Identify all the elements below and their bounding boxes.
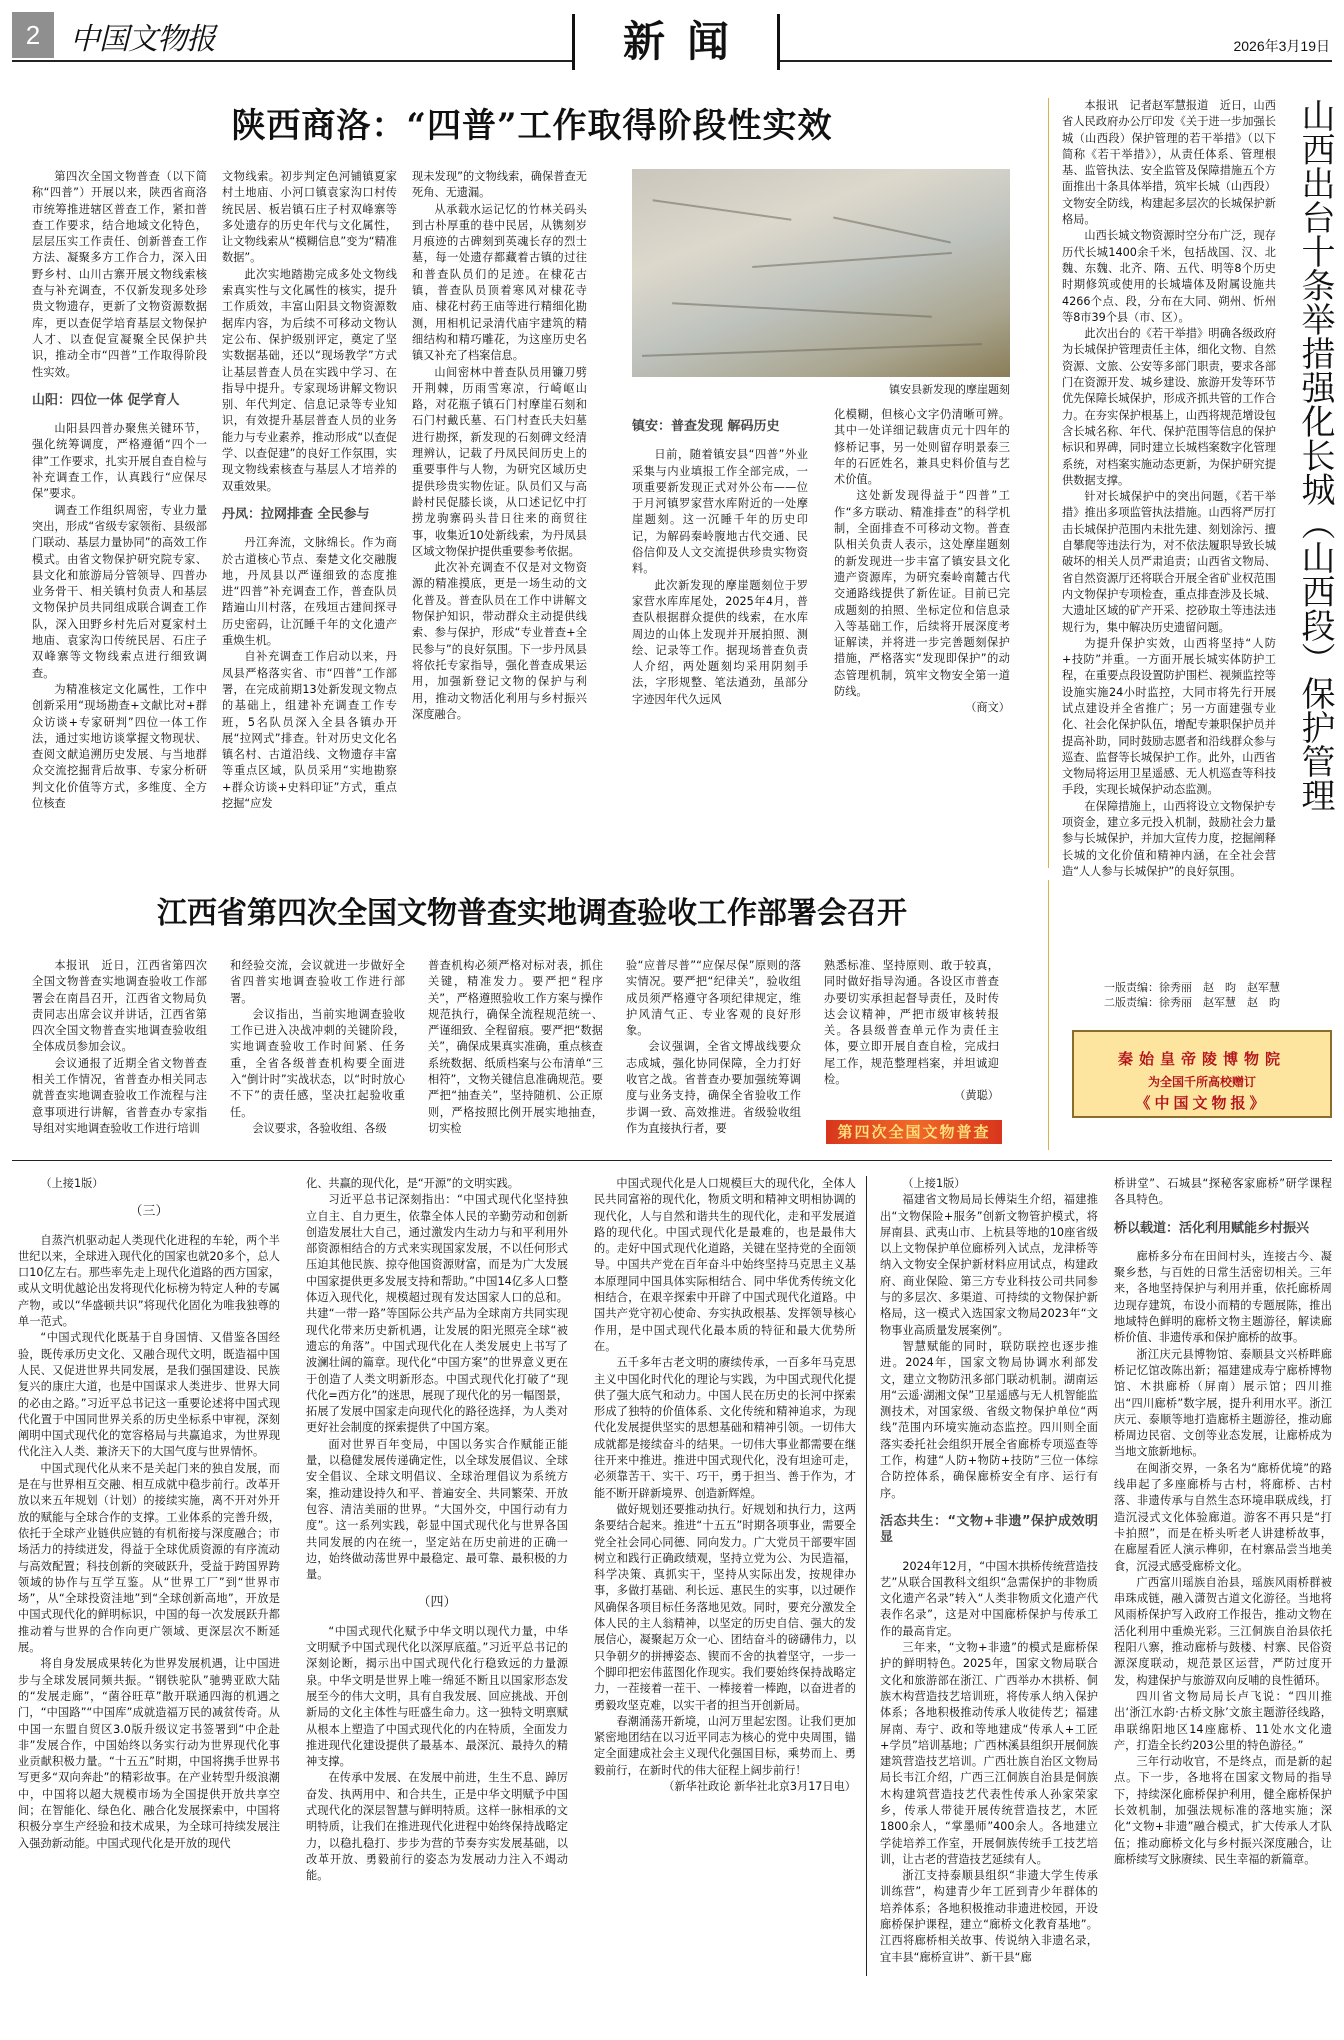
article-column	[412, 169, 587, 723]
paragraph: 做好规划还要推动执行。好规划和执行力，这两条要结合起来。推进“十五五”时期各项事业，需要全党全社会同心同德、同向发力。广大党员干部要牢固树立和践行正确政绩观，坚持立党为公、为民造福，科学决策、真抓实干，坚持从实际出发，按规律办事，多做打基础、利长远、惠民生的实事，以过硬作风确保各项目标任务落地见效。同时，要充分激发全体人民的主人翁精神，以坚定的历史自信、强大的发展信心，凝聚起万众一心、团结奋斗的磅礴伟力，以只争朝夕的拼搏姿态、锲而不舍的执着坚守，一步一个脚印把宏伟蓝图化作现实。我们要始终保持战略定力，一茬接着一茬干、一棒接着一棒跑，以奋进者的勇毅攻坚克难，以实干者的担当开创新局。	[594, 1502, 856, 1712]
paragraph: 四川省文物局局长卢飞说：“四川推出‘浙江水韵·古桥文脉’文旅主题游径线路，串联绵阳地区14座廊桥、11处水文化遗产，打造全长约203公里的特色游径。”	[1114, 1689, 1332, 1752]
article-column	[230, 958, 405, 1137]
paragraph: 调查工作组织周密，专业力量突出，形成“省级专家领衔、县级部门联动、基层力量协同”的高效工作模式。由省文物保护研究院专家、县文化和旅游局分管领导、四普办业务骨干、相关镇村负责人和基层文物保护员共同组成联合调查工作队，深入田野乡村先后对夏家村土地庙、袁家沟口传统民居、石庄子双峰寨等文物线索点进行细致调查。	[32, 503, 207, 680]
column-divider	[1048, 98, 1049, 868]
column-divider	[1048, 880, 1049, 1150]
paragraph: 浙江支持泰顺县组织“非遗大学生传承训练营”，构建青少年工匠到青少年群体的培养体系；各地积极推动非遗进校园，开设廊桥保护课程，建立“廊桥文化教育基地”。江西将廊桥相关故事、传说纳入非遗名录，宜丰县“廊桥宣讲”、新干县“廊	[880, 1869, 1098, 1964]
article-jiangxi-meeting	[32, 888, 1032, 1148]
article-column	[824, 958, 999, 1105]
article-headline: 陕西商洛：“四普”工作取得阶段性实效	[231, 106, 833, 146]
byline: （新华社政论 新华社北京3月17日电）	[663, 1779, 856, 1793]
paragraph-continued: 化、共赢的现代化，是“开源”的文明实践。	[306, 1177, 519, 1190]
article-column	[834, 407, 1010, 717]
paragraph-continued: 和经验交流，会议就进一步做好全省四普实地调查验收工作进行部署。	[230, 959, 405, 1005]
issue-date: 2026年3月19日	[1233, 38, 1330, 54]
photo-caption: 镇安县新发现的摩崖题刻	[889, 383, 1010, 396]
paragraph: 第四次全国文物普查（以下简称“四普”）开展以来，陕西省商洛市统筹推进辖区普查工作，紧扣普查工作要求，结合地域文化特色，层层压实工作责任、创新普查工作方法、凝聚多方工作合力，深入田野乡村、山川古寨开展文物线索核查与补充调查，不仅新发现多处珍贵文物遗存，更新了文物资源数据库，更以查促学培育基层文物保护人才、以查促宣凝聚全民保护共识，推动全市“四普”工作取得阶段性实效。	[32, 170, 207, 379]
subheading: 活态共生：“文物+非遗”保护成效明显	[880, 1513, 1098, 1546]
vertical-headline: 山西出台十条举措强化长城（山西段）保护管理	[1295, 98, 1335, 812]
paragraph: 此次出台的《若干举措》明确各级政府为长城保护管理责任主体，细化文物、自然资源、文旅、公安等多部门职责，要求各部门在资源开发、城乡建设、旅游开发等环节优先保障长城保护，形成齐抓共管的工作合力。在夯实保护根基上，山西将规范增设包含长城名称、年代、保护范围等信息的保护标识和界碑，同时建立长城档案数字化管理系统，对档案实施动态更新，为保护研究提供数据支撑。	[1062, 327, 1276, 487]
paragraph: 在保障措施上，山西将设立文物保护专项资金，建立多元投入机制，鼓励社会力量参与长城保护，并加大宣传力度，挖掘阐释长城的文化价值和精神内涵，在全社会营造“人人参与长城保护”的良好氛围。	[1062, 799, 1276, 878]
masthead-rule-left	[12, 60, 572, 62]
continued-note: （上接1版）	[40, 1177, 104, 1190]
paragraph: 习近平总书记深刻指出：“中国式现代化坚持独立自主、自力更生，依靠全体人民的辛勤劳动和创新创造发展壮大自己，通过激发内生动力与和平利用外部资源相结合的方式来实现国家发展，不以任何形式压迫其他民族、掠夺他国资源财富，而是为广大发展中国家提供更多发展支持和帮助。”中国14亿多人口整体迈入现代化，规模超过现有发达国家人口的总和。共建“一带一路”等国际公共产品为全球南方共同实现现代化带来历史新机遇，让发展的阳光照亮全球“被遗忘的角落”。中国式现代化在人类发展史上书写了波澜壮阔的篇章。现代化“中国方案”的世界意义更在于创造了人类文明新形态。中国式现代化打破了“现代化=西方化”的迷思，展现了现代化的另一幅图景，拓展了发展中国家走向现代化的路径选择，为人类对更好社会制度的探索提供了中国方案。	[306, 1193, 568, 1435]
paragraph: 从承载水运记忆的竹林关码头到古朴厚重的巷中民居，从镌刻岁月痕迹的古碑刻到英魂长存的烈士墓，每一处遗存都藏着古镇的过往和普查队员们的足迹。在棣花古镇，普查队员顶着寒风对棣花寺庙、棣花村药王庙等进行精细化勘测，用相机记录清代庙宇建筑的精细结构和精巧雕花，为这座历史名镇又补充了档案信息。	[412, 202, 587, 363]
paragraph-continued: 验“应普尽普”“应保尽保”原则的落实情况。要严把“纪律关”，验收组成员须严格遵守各项纪律规定，维护风清气正、专业客观的良好形象。	[626, 959, 801, 1038]
paragraph: 2024年12月，“中国木拱桥传统营造技艺”从联合国教科文组织“急需保护的非物质文化遗产名录”转入“人类非物质文化遗产代表作名录”，这是对中国廊桥保护与传承工作的最高肯定。	[880, 1559, 1098, 1638]
editors-credit	[1104, 980, 1280, 1010]
paragraph: 在闽浙交界，一条名为“廊桥优境”的路线串起了多座廊桥与古村，将廊桥、古村落、非遗传承与自然生态环境串联成线，打造沉浸式文化体验廊道。游客不再只是“打卡拍照”，而是在桥头听老人讲建桥故事，在廊屋看匠人演示榫卯，在村寨品尝当地美食，沉浸式感受廊桥文化。	[1114, 1461, 1332, 1573]
subheading: 桥以载道：活化利用赋能乡村振兴	[1114, 1220, 1310, 1236]
paragraph: 会议通报了近期全省文物普查相关工作情况，省普查办相关同志就普查实地调查验收工作流程与注意事项进行讲解，省普查办专家指导组对实地调查验收工作进行培训	[32, 1056, 207, 1135]
paragraph: 为精准核定文化属性，工作中创新采用“现场勘查+文献比对+群众访谈+专家研判”四位一体工作法，通过实地访谈掌握文物现状、查阅文献追溯历史发展、与当地群众交流挖掘背后故事、专家分析研判文化价值等方式，多维度、全方位核查	[32, 682, 207, 810]
byline: （黄聪）	[954, 1089, 999, 1103]
article-column	[594, 1176, 856, 1795]
article-covered-bridges	[880, 1176, 1332, 2026]
article-shaanxi-shangluo	[32, 98, 1032, 858]
paragraph: 在传承中发展、在发展中前进，生生不息、踔厉奋发、执两用中、和合共生，正是中华文明赋予中国式现代化的深层智慧与鲜明特质。这样一脉相承的文明特质，让我们在推进现代化进程中始终保持战略定力，以稳扎稳打、步步为营的节奏夯实发展基础，以改革开放、勇毅前行的姿态为发展动力注入不竭动能。	[306, 1771, 568, 1883]
paragraph: 本报讯 近日，江西省第四次全国文物普查实地调查验收工作部署会在南昌召开，江西省文物局负责同志出席会议并讲话，江西省第四次全国文物普查实地调查验收组全体成员参加会议。	[32, 959, 207, 1054]
paragraph: 为提升保护实效，山西将坚持“人防+技防”并重。一方面开展长城实体防护工程，在重要点段设置防护围栏、视频监控等设施实施24小时监控，大同市将先行开展试点建设并全省推广；另一方面建强专业化、社会化保护队伍，增配专兼职保护员并提高补助，同时鼓励志愿者和沿线群众参与巡查、监督等长城保护工作。此外，山西省文物局将运用卫星遥感、无人机巡查等科技手段，实现长城保护动态监测。	[1062, 636, 1276, 797]
masthead	[0, 0, 1344, 70]
paragraph: “中国式现代化既基于自身国情、又借鉴各国经验，既传承历史文化、又融合现代文明，既造福中国人民、又促进世界共同发展，是我们强国建设、民族复兴的康庄大道，也是中国谋求人类进步、世界大同的必由之路。”习近平总书记这一重要论述将中国式现代化置于中国同世界关系的历史坐标系中审视，深刻阐明中国式现代化的宽容格局与共赢追求，为世界现代化注入人类、兼济天下的大国气度与世界情怀。	[18, 1331, 280, 1459]
paragraph: 针对长城保护中的突出问题，《若干举措》推出多项监管执法措施。山西将严厉打击长城保护范围内未批先建、刻划涂污、擅自攀爬等违法行为，对不依法履职导致长城破坏的相关人员严肃追责；山西省文物局、省自然资源厅还将联合开展全省矿业权范围内文物保护专项检查，重点排查涉及长城、大遗址区域的矿产开采、挖砂取土等违法违规行为，集中解决历史遗留问题。	[1062, 490, 1276, 634]
paragraph: 这处新发现得益于“四普”工作“多方联动、精准排查”的科学机制，全面排查不可移动文物。普查队相关负责人表示，这处摩崖题刻的新发现进一步丰富了镇安县文化遗产资源库，为研究秦岭南麓古代交通路线提供了新佐证。目前已完成题刻的拍照、坐标定位和信息录入等基础工作，后续将开展深度考证解读，并将进一步完善题刻保护措施，严格落实“发现即保护”的动态管理机制，筑牢文物安全第一道防线。	[834, 489, 1010, 699]
paragraph: 此次补充调查不仅是对文物资源的精准摸底，更是一场生动的文化普及。普查队员在工作中讲解文物保护知识，带动群众主动提供线索、参与保护，形成“专业普查+全民参与”的良好氛围。下一步丹凤县将依托专家指导，强化普查成果运用，加强新登记文物的保护与利用，推动文物活化利用与乡村振兴深度融合。	[412, 561, 587, 721]
page-number: 2	[12, 12, 54, 58]
section-title: 新闻	[622, 17, 751, 66]
paragraph: 面对世界百年变局，中国以务实合作赋能正能量，以稳健发展传递确定性，以全球发展倡议、全球安全倡议、全球文明倡议、全球治理倡议为系统方案，推动建设持久和平、普遍安全、共同繁荣、开放包容、清洁美丽的世界。“大国外交，中国行动有力度”。这一系列实践，彰显中国式现代化与世界各国共同发展的内在统一，坚定站在历史前进的正确一边，始终做动荡世界中最稳定、最可靠、最积极的力量。	[306, 1437, 568, 1582]
paragraph: 会议指出，当前实地调查验收工作已进入决战冲刺的关键阶段，实地调查验收工作时间紧、任务重，全省各级普查机构要全面进入“倒计时”实战状态，以“时时放心不下”的责任感，坚决扛起验收重任。	[230, 1007, 405, 1119]
article-column	[18, 1176, 280, 1852]
article-column	[632, 407, 808, 708]
masthead-rule-right	[780, 60, 1332, 62]
paragraph: 本报讯 记者赵军慧报道 近日，山西省人民政府办公厅印发《关于进一步加强长城（山西段）保护管理的若干举措》（以下简称《若干举措》），从责任体系、管理根基、监管执法、安全监管及保障措施五个方面推出十条具体举措，筑牢长城（山西段）文物安全防线，构建起多层次的长城保护新格局。	[1062, 99, 1276, 227]
article-column	[32, 169, 207, 812]
article-column	[222, 169, 397, 812]
continued-note: （上接1版）	[902, 1177, 966, 1190]
article-column	[880, 1176, 1098, 1966]
article-column	[32, 958, 207, 1137]
byline: （商文）	[965, 701, 1010, 715]
paragraph: 此次实地踏勘完成多处文物线索真实性与文化属性的核实，提升工作质效，丰富山阳县文物资源数据库内容，为后续不可移动文物认定公布、保护级别评定，奠定了坚实数据基础，还以“现场教学”方式让基层普查人员在实践中学习、在指导中提升。专家现场讲解文物识别、年代判定、信息记录等专业知识，有效提升基层普查人员的业务能力与专业素养，推动形成“以查促学、以查促建”的良好工作氛围，实现文物线索核查与基层人才培养的双重效果。	[222, 267, 397, 493]
section-numeral: （三）	[129, 1204, 169, 1220]
editor-line: 一版责编：徐秀丽 赵 昀 赵军慧	[1104, 981, 1280, 994]
article-column	[306, 1176, 568, 1884]
paragraph: 浙江庆元县博物馆、泰顺县文兴桥畔廊桥记忆馆改陈出新；福建建成寿宁廊桥博物馆、木拱廊桥（屏南）展示馆；四川推出“四川廊桥”数字展，提升利用水平。浙江庆元、泰顺等地打造廊桥主题游径，推动廊桥周边民宿、文创等业态发展，让廊桥成为当地文旅新地标。	[1114, 1347, 1332, 1459]
paragraph: 中国式现代化从来不是关起门来的独自发展，而是在与世界相互交融、相互成就中稳步前行。改革开放以来五年规划（计划）的接续实施，离不开对外开放的赋能与全球合作的支撑。工业体系的完善升级，依托于全球产业链供应链的有机衔接与深度融合；市场活力的持续迸发，得益于全球优质资源的有序流动与高效配置；科技创新的突破跃升，受益于跨国界跨领域的协作与互学互鉴。从“世界工厂”到“世界市场”，从“全球投资洼地”到“全球创新高地”，开放是中国式现代化的鲜明标识，中国的每一次发展跃升都推动着与世界的合作向更广领域、更深层次不断延展。	[18, 1461, 280, 1655]
paragraph: 山西长城文物资源时空分布广泛，现存历代长城1400余千米，包括战国、汉、北魏、东魏、北齐、隋、五代、明等8个历史时期修筑或使用的长城墙体及附属设施共4266个点、段，分布在大同、朔州、忻州等8市39个县（市、区）。	[1062, 229, 1276, 324]
paragraph-continued: 现未发现”的文物线索，确保普查无死角、无遗漏。	[412, 170, 587, 200]
paragraph: 将自身发展成果转化为世界发展机遇，让中国进步与全球发展同频共振。“钢铁驼队”驰骋亚欧大陆的“发展走廊”，“菌谷旺草”散开联通四海的机遇之门，“中国路”“中国库”成就造福万民的减贫传奇。从中国一东盟自贸区3.0版升级议定书签署到“中企赴非”发展合作，中国始终以务实行动为世界现代化事业贡献积极力量。“十五五”时期，中国将携手世界书写更多“双向奔赴”的精彩故事。在产业转型升级浪潮中，中国将以超大规模市场为全国提供开放共享空间；在智能化、绿色化、融合化发展探索中，中国将积极分享生产经验和技术成果，为全球可持续发展注入强劲新动能。中国式现代化是开放的现代	[18, 1657, 280, 1850]
column-divider	[866, 1176, 867, 1976]
paragraph: 春潮涌荡开新境，山河万里起宏图。让我们更加紧密地团结在以习近平同志为核心的党中央周围，锚定全面建成社会主义现代化强国目标，乘势而上、勇毅前行，在新时代的伟大征程上阔步前行！	[594, 1714, 856, 1777]
section-divider	[12, 1160, 1332, 1161]
article-shanxi-great-wall	[1062, 98, 1335, 878]
sidebar-article-body	[1062, 98, 1276, 880]
paragraph-continued: 文物线索。初步判定色河铺镇夏家村土地庙、小河口镇袁家沟口村传统民居、板岩镇石庄子村双峰寨等多处遗存的历史年代与文化属性，让文物线索从“模糊信息”变为“精准数据”。	[222, 170, 397, 265]
paragraph-continued: 熟悉标准、坚持原则、敢于较真，同时做好指导沟通。各设区市普查办要切实承担起督导责任，及时传达会议精神，严把市级审核转报关。各县级普查单元作为责任主体，要立即开展自查自检，完成扫尾工作，规范整理档案，并坦诚迎检。	[824, 959, 999, 1087]
paragraph: 五千多年古老文明的赓续传承，一百多年马克思主义中国化时代化的理论与实践，为中国式现代化提供了强大底气和动力。中国人民在历史的长河中探索形成了独特的价值体系、文化传统和精神追求，为现代化发展提供坚实的思想基础和精神引领。一切伟大成就都是接续奋斗的结果。一切伟大事业都需要在继往开来中推进。推进中国式现代化，没有坦途可走，必须靠苦干、实干、巧干，勇于担当、善于作为，才能不断开辟新境界、创造新辉煌。	[594, 1356, 856, 1500]
paragraph: 三年来，“文物+非遗”的模式是廊桥保护的鲜明特色。2025年，国家文物局联合文化和旅游部在浙江、广西举办木拱桥、侗族木构营造技艺培训班，将传承人纳入保护体系；各地积极推动传承人收徒传艺；福建屏南、寿宁、政和等地建成“传承人+工匠+学员”培训基地；广西林溪县组织开展侗族建筑营造技艺培训。广西壮族自治区文物局局长韦江介绍，广西三江侗族自治县是侗族木构建筑营造技艺代表性传承人孙家荣家乡，传承人带徒开展传统营造技艺，木匠1800余人，“掌墨师”400余人。各地建立学徒培养工作室，开展侗族传统手工技艺培训，让古老的营造技艺延续有人。	[880, 1641, 1098, 1866]
paragraph: 廊桥多分布在田间村头，连接古今、凝聚乡愁，与百姓的日常生活密切相关。三年来，各地坚持保护与利用并重，依托廊桥周边现存建筑，布设小而精的专题展陈，推出地域特色鲜明的廊桥文物主题游径，解读廊桥价值、非遗传承和保护廊桥的故事。	[1114, 1249, 1332, 1345]
subheading: 镇安：普查发现 解码历史	[632, 419, 780, 434]
paragraph: 福建省文物局局长傅柒生介绍，福建推出“文物保险+服务”创新文物管护模式，将屏南县、武夷山市、上杭县等地的10座省级以上文物保护单位廊桥列入试点，龙津桥等纳入文物安全保护新材料应用试点，构建政府、商业保险、第三方专业科技公司共同参与的多层次、多渠道、可持续的文物保护新格局，这一模式入选国家文物局2023年“文物事业高质量发展案例”。	[880, 1193, 1098, 1337]
census-tag-banner: 第四次全国文物普查	[826, 1120, 1002, 1144]
paragraph: 此次新发现的摩崖题刻位于罗家营水库库尾处，2025年4月，普查队根据群众提供的线索，在水库周边的山体上发现并开展拍照、测绘、记录等工作。据现场普查负责人介绍，两处题刻均采用阴刻手法，字形规整、笔法遒劲，虽部分字迹因年代久远风	[632, 578, 808, 706]
paragraph: 智慧赋能的同时，联防联控也逐步推进。2024年，国家文物局协调水利部发文，建立文物防汛多部门联动机制。湖南运用“云遥·湖湘文保”卫星遥感与无人机智能监测技术，对国家级、省级文物保护单位“两线”范围内环境实施动态监控。四川则全面落实委托社会组织开展全省廊桥专项巡查等工作，构建“人防+物防+技防”三位一体综合防控体系，确保廊桥安全有序、运行有序。	[880, 1339, 1098, 1500]
cliff-inscription-photo	[632, 169, 1010, 377]
article-column	[626, 958, 801, 1137]
paragraph: 会议要求，各验收组、各级	[252, 1121, 387, 1135]
paragraph-continued: 化模糊，但核心文字仍清晰可辨。其中一处详细记载唐贞元十四年的修桥记事，另一处则留存明景泰三年的石匠姓名，兼具史料价值与艺术价值。	[834, 408, 1010, 487]
paragraph-continued: 桥讲堂”、石城县“探秘客家廊桥”研学课程各具特色。	[1114, 1177, 1332, 1207]
paragraph: 丹江奔流，文脉绵长。作为商於古道核心节点、秦楚文化交融腹地，丹凤县以严谨细致的态度推进“四普”补充调查工作，普查队员踏遍山川村落，在残垣古建间探寻历史密码，让沉睡千年的文化遗产重焕生机。	[222, 536, 397, 648]
paragraph-continued: 普查机构必须严格对标对表，抓住关键，精准发力。要严把“程序关”，严格遵照验收工作方案与操作规范执行，确保全流程规范统一、严谨细致、全程留痕。要严把“数据关”，确保成果真实准确，重点核查系统数据、纸质档案与公布清单“三相符”，文物关键信息准确规范。要严把“抽查关”，坚持随机、公正原则，严格按照比例开展实地抽查，切实检	[428, 959, 603, 1135]
section-numeral: （四）	[417, 1595, 457, 1611]
paragraph: 三年行动收官，不是终点，而是新的起点。下一步，各地将在国家文物局的指导下，持续深化廊桥保护利用，健全廊桥保护长效机制，加强法规标准的落地实施；深化“文物+非遗”融合模式，扩大传承人才队伍；推动廊桥文化与乡村振兴深度融合，让廊桥续写文脉赓续、民生幸福的新篇章。	[1114, 1755, 1332, 1866]
paragraph: “中国式现代化赋予中华文明以现代力量，中华文明赋予中国式现代化以深厚底蕴。”习近平总书记的深刻论断，揭示出中国式现代化行稳致远的力量源泉。中华文明是世界上唯一绵延不断且以国家形态发展至今的伟大文明，具有自我发展、回应挑战、开创新局的文化主体性与旺盛生命力。这一独特文明禀赋从根本上塑造了中国式现代化的内在特质，全面发力推进现代化建设提供了最基本、最深沉、最持久的精神支撑。	[306, 1624, 568, 1769]
paragraph: 山阳县四普办聚焦关键环节，强化统筹调度，严格遵循“四个一律”工作要求，扎实开展自查自检与补充调查工作，认真践行“应保尽保”要求。	[32, 422, 207, 501]
subheading: 山阳：四位一体 促学育人	[32, 392, 180, 408]
paragraph: 自蒸汽机驱动起人类现代化进程的车轮，两个半世纪以来，全球进入现代化的国家也就20多个，总人口10亿左右。那些率先走上现代化道路的西方国家，或从文明优越论出发将现代化标榜为特定人种的专属产物，或以“华盛顿共识”将现代化固化为唯我独尊的单一范式。	[18, 1233, 280, 1329]
subheading: 丹凤：拉网排查 全民参与	[222, 506, 370, 522]
ad-line: 《中国文物报》	[1135, 1094, 1269, 1112]
paragraph: 日前，随着镇安县“四普”外业采集与内业填报工作全部完成，一项重要新发现正式对外公布——位于月河镇罗家营水库附近的一处摩崖题刻。这一沉睡千年的历史印记，为解码秦岭腹地古代交通、民俗信仰及人文交流提供珍贵实物资料。	[632, 448, 808, 576]
article-column	[1114, 1176, 1332, 1868]
advertisement-box	[1072, 1030, 1332, 1118]
paragraph: 广西富川瑶族自治县，瑶族风雨桥群被串珠成链，融入潇贺古道文化游径。当地将风雨桥保护写入政府工作报告，推动文物在活化利用中重焕光彩。三江侗族自治县依托程阳八寨，推动廊桥与鼓楼、村寨、民俗资源深度联动，规范景区运营，严防过度开发，构建保护与旅游双向反哺的良性循环。	[1114, 1575, 1332, 1687]
editor-line: 二版责编：徐秀丽 赵军慧 赵 昀	[1104, 996, 1280, 1009]
section-header	[572, 14, 780, 70]
ad-line: 为全国千所高校赠订	[1147, 1075, 1256, 1089]
article-commentary	[18, 1176, 863, 2026]
paper-logo: 中国文物报	[70, 22, 215, 57]
ad-line: 秦始皇帝陵博物院	[1117, 1050, 1286, 1068]
article-headline: 江西省第四次全国文物普查实地调查验收工作部署会召开	[157, 896, 907, 931]
paragraph: 会议强调，全省文博战线要众志成城，强化协同保障，全力打好收官之战。省普查办要加强统筹调度与业务支持，确保全省验收工作步调一致、高效推进。省级验收组作为直接执行者，要	[626, 1040, 801, 1135]
article-column	[428, 958, 603, 1137]
paragraph: 自补充调查工作启动以来，丹凤县严格落实省、市“四普”工作部署，在完成前期13处新发现文物点的基础上，组建补充调查工作专班，5名队员深入全县各镇办开展“拉网式”排查。针对历史文化名镇名村、古道沿线、文物遗存丰富等重点区域，队员采用“实地勘察+群众访谈+史料印证”方式，重点挖掘“应发	[222, 650, 397, 810]
paragraph: 山间密林中普查队员用镰刀劈开荆棘，历雨雪寒凉，行崎岖山路，对花瓶子镇石门村摩崖石刻和石门村戴氏墓、石门村查氏夫妇墓进行勘探，新发现的石刻碑文经清理辨认，记载了丹凤民间历史上的重要事件与人物，为研究区域历史提供珍贵实物佐证。队员们又与高龄村民促膝长谈，从口述记忆中打捞龙驹寨码头昔日往来的商贸往事，收集近10处新线索，为丹凤县区域文物保护提供重要参考依据。	[412, 365, 587, 558]
paragraph: 中国式现代化是人口规模巨大的现代化，全体人民共同富裕的现代化，物质文明和精神文明相协调的现代化，人与自然和谐共生的现代化，走和平发展道路的现代化。中国式现代化是最难的，也是最伟大的。走好中国式现代化道路，关键在坚持党的全面领导。中国共产党在百年奋斗中始终坚持马克思主义基本原理同中国具体实际相结合、同中华优秀传统文化相结合，在艰辛探索中开辟了中国式现代化道路。中国共产党守初心使命、夯实执政根基、发挥领导核心作用，是中国式现代化最本质的特征和最大优势所在。	[594, 1177, 856, 1353]
